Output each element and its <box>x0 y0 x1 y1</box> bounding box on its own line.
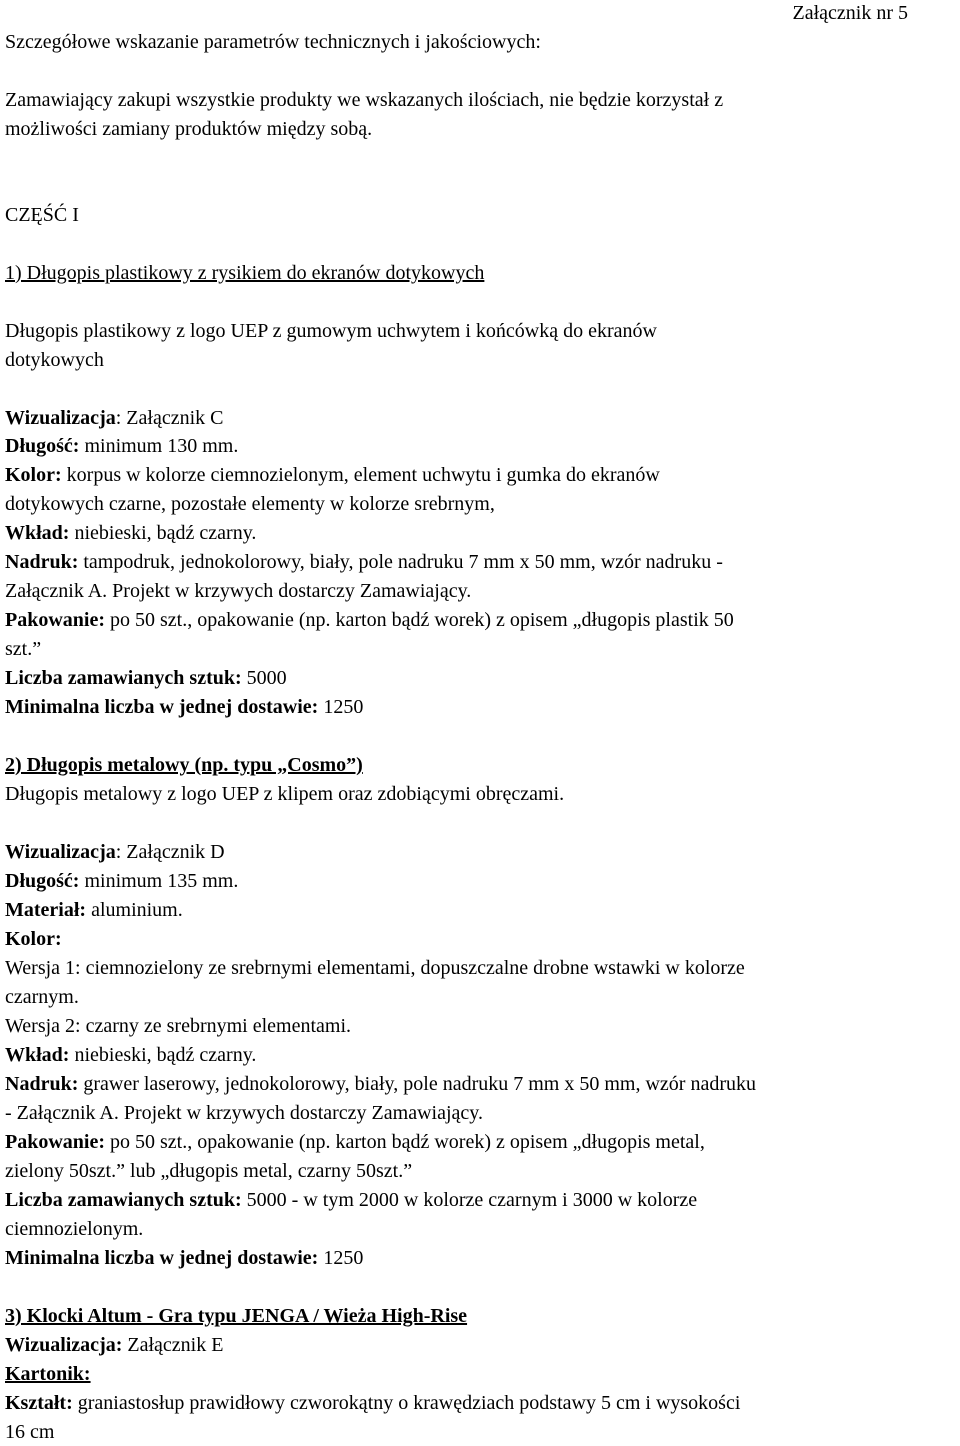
item1-color-label: Kolor: <box>5 464 62 486</box>
item2-title: 2) Długopis metalowy (np. typu „Cosmo”) <box>5 754 363 776</box>
item3-shape-cont: 16 cm <box>5 1421 55 1443</box>
item1-color <box>5 463 660 487</box>
item1-min-value: 1250 <box>318 696 364 718</box>
item2-min-label: Minimalna liczba w jednej dostawie: <box>5 1247 319 1269</box>
item2-desc: Długopis metalowy z logo UEP z klipem oraz zdobiącymi obręczami. <box>5 783 565 805</box>
item1-viz-label: Wizualizacja <box>5 407 116 429</box>
item2-print-value: grawer laserowy, jednokolorowy, biały, pole nadruku 7 mm x 50 mm, wzór nadruku <box>78 1073 756 1095</box>
item3-shape-value: graniastosłup prawidłowy czworokątny o krawędziach podstawy 5 cm i wysokości <box>72 1392 741 1414</box>
item1-print-label: Nadruk: <box>5 551 79 573</box>
item2-pack <box>5 1130 705 1154</box>
item1-desc-2: dotykowych <box>5 349 104 371</box>
item2-min-value: 1250 <box>318 1247 364 1269</box>
item2-ink-label: Wkład: <box>5 1044 70 1066</box>
item3-viz-value: Załącznik E <box>122 1334 224 1356</box>
item1-len-label: Długość: <box>5 435 80 457</box>
item2-version-1: Wersja 1: ciemnozielony ze srebrnymi elementami, dopuszczalne drobne wstawki w kolorze <box>5 957 745 979</box>
item2-print-label: Nadruk: <box>5 1073 79 1095</box>
item1-qty-value: 5000 <box>241 667 287 689</box>
document-title: Szczegółowe wskazanie parametrów technicznych i jakościowych: <box>5 31 541 53</box>
item1-pack <box>5 608 734 632</box>
item2-len-label: Długość: <box>5 870 80 892</box>
item2-version-1-cont: czarnym. <box>5 986 79 1008</box>
item2-print <box>5 1072 756 1096</box>
item1-pack-value: po 50 szt., opakowanie (np. karton bądź worek) z opisem „długopis plastik 50 <box>105 609 734 631</box>
item2-print-cont: - Załącznik A. Projekt w krzywych dostarczy Zamawiający. <box>5 1102 483 1124</box>
item1-ink-label: Wkład: <box>5 522 70 544</box>
item1-len-value: minimum 130 mm. <box>79 435 239 457</box>
item1-print <box>5 550 723 574</box>
item2-min-delivery <box>5 1246 363 1270</box>
item1-print-cont: Załącznik A. Projekt w krzywych dostarczy Zamawiający. <box>5 580 472 602</box>
intro-line-2: możliwości zamiany produktów między sobą. <box>5 118 373 140</box>
item2-material <box>5 898 183 922</box>
item2-version-2: Wersja 2: czarny ze srebrnymi elementami. <box>5 1015 352 1037</box>
item1-qty-label: Liczba zamawianych sztuk: <box>5 667 242 689</box>
item3-visualization <box>5 1333 223 1357</box>
section-heading: CZĘŚĆ I <box>5 204 79 226</box>
item2-qty-value: 5000 - w tym 2000 w kolorze czarnym i 3000 w kolorze <box>241 1189 698 1211</box>
item1-min-delivery <box>5 695 363 719</box>
item2-pack-value: po 50 szt., opakowanie (np. karton bądź worek) z opisem „długopis metal, <box>105 1131 705 1153</box>
item1-ink <box>5 521 256 545</box>
item1-pack-label: Pakowanie: <box>5 609 105 631</box>
item2-qty-label: Liczba zamawianych sztuk: <box>5 1189 242 1211</box>
item2-pack-cont: zielony 50szt.” lub „długopis metal, czarny 50szt.” <box>5 1160 413 1182</box>
item2-color-label: Kolor: <box>5 928 62 950</box>
item1-title: 1) Długopis plastikowy z rysikiem do ekranów dotykowych <box>5 262 485 284</box>
item2-mat-label: Materiał: <box>5 899 87 921</box>
item1-viz-value: : Załącznik C <box>115 407 224 429</box>
item1-ink-value: niebieski, bądź czarny. <box>69 522 257 544</box>
item1-visualization <box>5 406 223 430</box>
item2-viz-label: Wizualizacja <box>5 841 116 863</box>
item3-carton-label: Kartonik: <box>5 1363 91 1385</box>
intro-line-1: Zamawiający zakupi wszystkie produkty we wskazanych ilościach, nie będzie korzystał z <box>5 89 724 111</box>
item2-length <box>5 869 238 893</box>
item2-len-value: minimum 135 mm. <box>79 870 239 892</box>
item3-shape-label: Kształt: <box>5 1392 73 1414</box>
item1-quantity <box>5 666 287 690</box>
item2-ink-value: niebieski, bądź czarny. <box>69 1044 257 1066</box>
item3-viz-label: Wizualizacja: <box>5 1334 123 1356</box>
item2-visualization <box>5 840 225 864</box>
item1-pack-cont: szt.” <box>5 638 42 660</box>
item1-color-cont: dotykowych czarne, pozostałe elementy w kolorze srebrnym, <box>5 493 495 515</box>
item1-min-label: Minimalna liczba w jednej dostawie: <box>5 696 319 718</box>
item2-quantity <box>5 1188 697 1212</box>
item1-color-value: korpus w kolorze ciemnozielonym, element uchwytu i gumka do ekranów <box>61 464 660 486</box>
item2-ink <box>5 1043 256 1067</box>
item2-pack-label: Pakowanie: <box>5 1131 105 1153</box>
item2-quantity-cont: ciemnozielonym. <box>5 1218 144 1240</box>
item3-title: 3) Klocki Altum - Gra typu JENGA / Wieża High-Rise <box>5 1305 468 1327</box>
annex-label: Załącznik nr 5 <box>792 2 908 24</box>
item1-print-value: tampodruk, jednokolorowy, biały, pole nadruku 7 mm x 50 mm, wzór nadruku - <box>78 551 723 573</box>
item3-shape <box>5 1391 740 1415</box>
item2-mat-value: aluminium. <box>86 899 183 921</box>
item2-viz-value: : Załącznik D <box>115 841 225 863</box>
item1-desc-1: Długopis plastikowy z logo UEP z gumowym uchwytem i końcówką do ekranów <box>5 320 657 342</box>
item1-length <box>5 434 238 458</box>
